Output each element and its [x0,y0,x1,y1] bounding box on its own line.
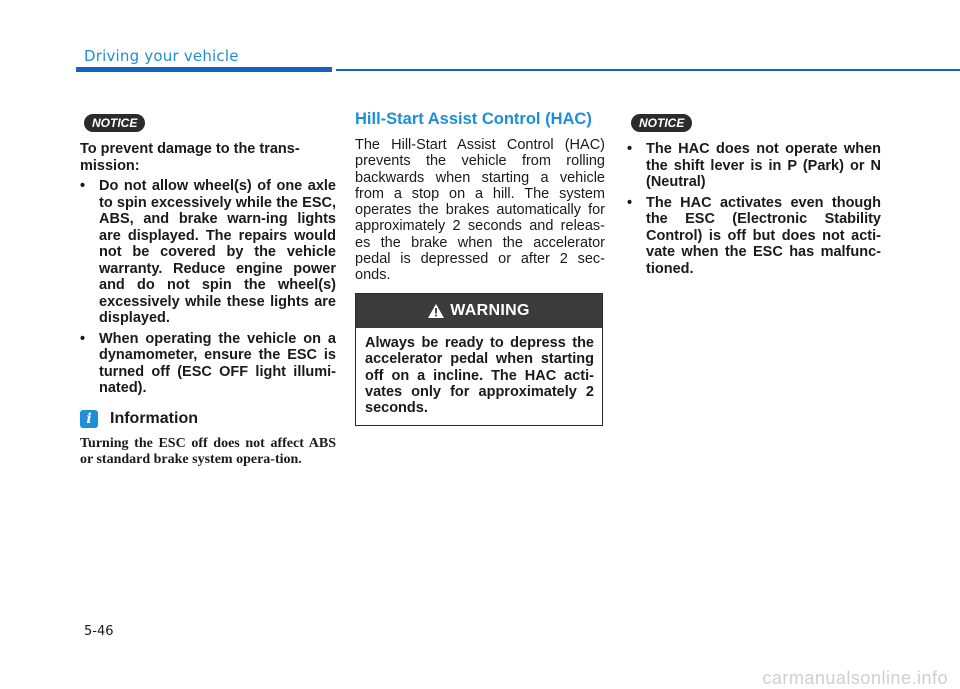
notice-badge: NOTICE [631,114,692,132]
notice-badge: NOTICE [84,114,145,132]
warning-header [356,294,602,328]
hac-section-title: Hill-Start Assist Control (HAC) [355,110,592,128]
warning-box [355,293,603,426]
hac-description: The Hill-Start Assist Control (HAC) prevents the vehicle from rolling backwards when starting a vehicle from a stop on a hill. The system operates the brakes automatically for approximately 2 seconds and releas-es the brake when the accelerator pedal is depressed or after 2 sec-onds. [355,137,605,284]
list-item: • Do not allow wheel(s) of one axle to spin excessively while the ESC, ABS, and brake warn-ing lights are displayed. The repairs would not be covered by the vehicle warranty. Reduce engine power and do not spin the wheel(s) excessively while these lights are displayed. [80,178,336,326]
page-number: 5-46 [84,624,114,639]
header-rule-thick [76,67,332,72]
notice-bullet-list [80,178,336,401]
list-item: • The HAC activates even though the ESC (Electronic Stability Control) is off but does not acti-vate when the ESC has malfunc-tioned. [627,194,881,277]
warning-text: Always be ready to depress the accelerator pedal when starting off on a incline. The HAC acti-vates only for approximately 2 seconds. [365,335,594,417]
warning-triangle-icon [428,304,444,318]
information-body: Turning the ESC off does not affect ABS or standard brake system opera-tion. [80,436,336,467]
list-item: • The HAC does not operate when the shift lever is in P (Park) or N (Neutral) [627,141,881,190]
notice-bullet-list [627,141,881,281]
information-title: Information [110,410,198,427]
info-icon: i [80,410,98,428]
section-title: Driving your vehicle [84,47,239,65]
information-heading [80,410,198,428]
list-item: • When operating the vehicle on a dynamometer, ensure the ESC is turned off (ESC OFF light illumi-nated). [80,330,336,396]
notice-lead: To prevent damage to the trans-mission: [80,141,300,174]
warning-label: WARNING [450,302,530,319]
header-rule-thin [336,69,960,71]
watermark-text: carmanualsonline.info [762,668,948,688]
